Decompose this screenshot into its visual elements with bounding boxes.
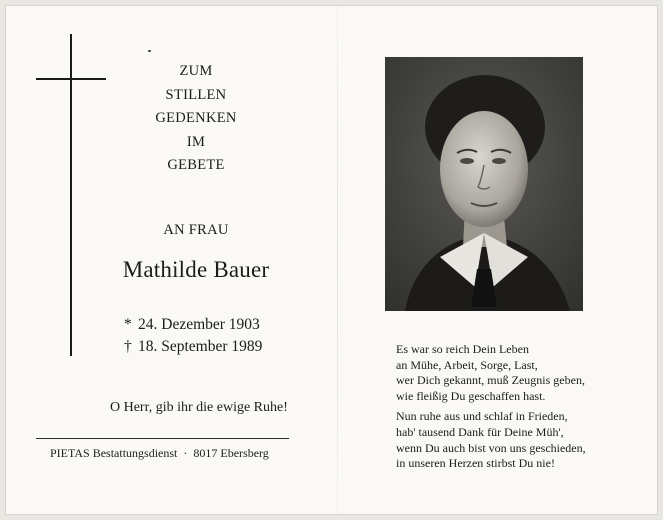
poem-line: an Mühe, Arbeit, Sorge, Last, <box>396 357 538 372</box>
portrait-photo <box>385 57 583 311</box>
poem <box>396 342 586 477</box>
poem-stanza <box>396 409 586 471</box>
poem-line: Nun ruhe aus und schlaf in Frieden, <box>396 409 568 424</box>
prayer: O Herr, gib ihr die ewige Ruhe! <box>110 400 288 415</box>
birth-row <box>124 314 262 336</box>
poem-line: in unseren Herzen stirbst Du nie! <box>396 456 555 471</box>
portrait-image <box>385 57 583 311</box>
cross-icon-bar <box>36 78 106 80</box>
birth-symbol: * <box>124 316 132 333</box>
death-row <box>124 336 262 358</box>
death-symbol: † <box>124 338 132 355</box>
birth-date: 24. Dezember 1903 <box>138 316 260 333</box>
memorial-card <box>6 6 657 514</box>
separator-dot: · <box>183 446 188 460</box>
dedication-line: GEDENKEN <box>155 110 237 126</box>
divider <box>36 438 289 439</box>
death-date: 18. September 1989 <box>138 338 263 355</box>
dedication-line: IM <box>186 133 206 150</box>
card-fold <box>337 6 338 514</box>
cross-icon <box>70 34 72 356</box>
dedication <box>106 60 286 178</box>
funeral-home-name: PIETAS Bestattungsdienst <box>50 446 178 460</box>
dedication-line: STILLEN <box>165 86 227 103</box>
print-speck <box>148 50 151 52</box>
salutation: AN FRAU <box>163 222 229 238</box>
dedication-line: GEBETE <box>167 157 225 173</box>
poem-stanza <box>396 342 586 404</box>
life-dates <box>124 314 262 358</box>
poem-line: wie fleißig Du geschaffen hast. <box>396 388 546 403</box>
poem-line: hab' tausend Dank für Deine Müh', <box>396 424 564 439</box>
dedication-line: ZUM <box>179 63 213 79</box>
deceased-name: Mathilde Bauer <box>122 257 270 282</box>
poem-line: wenn Du auch bist von uns geschieden, <box>396 440 586 455</box>
funeral-home-location: 8017 Ebersberg <box>193 446 269 460</box>
poem-line: wer Dich gekannt, muß Zeugnis geben, <box>396 373 585 388</box>
poem-line: Es war so reich Dein Leben <box>396 342 529 356</box>
funeral-home <box>50 446 269 461</box>
